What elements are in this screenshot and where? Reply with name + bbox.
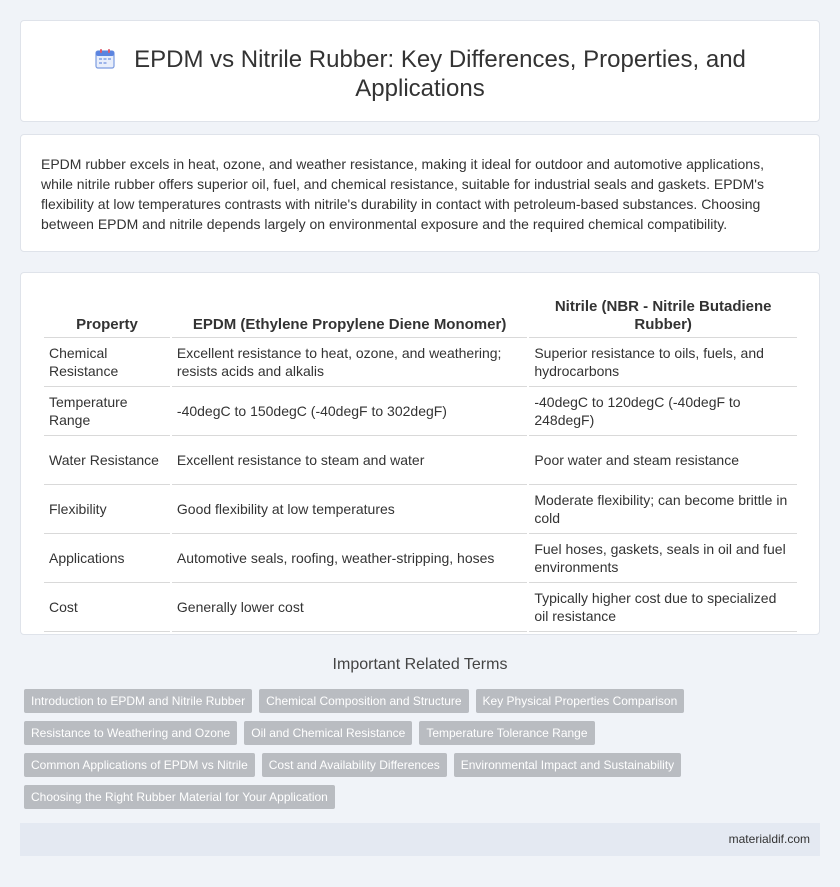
table-row [44, 338, 797, 387]
property-cell: Flexibility [44, 485, 170, 534]
related-terms-tags [24, 689, 804, 809]
epdm-cell: Generally lower cost [172, 583, 527, 632]
comparison-table [42, 294, 799, 632]
nitrile-cell: Superior resistance to oils, fuels, and hydrocarbons [529, 338, 797, 387]
table-row [44, 534, 797, 583]
related-terms-heading: Important Related Terms [332, 656, 508, 673]
related-term-tag[interactable]: Introduction to EPDM and Nitrile Rubber [24, 689, 252, 713]
table-row [44, 387, 797, 436]
nitrile-cell: Moderate flexibility; can become brittle in cold [529, 485, 797, 534]
nitrile-cell: Poor water and steam resistance [529, 436, 797, 485]
epdm-cell: Excellent resistance to steam and water [172, 436, 527, 485]
table-row [44, 436, 797, 485]
table-header-row [44, 294, 797, 338]
comparison-table-card [20, 272, 820, 635]
related-term-tag[interactable]: Common Applications of EPDM vs Nitrile [24, 753, 255, 777]
related-term-tag[interactable]: Key Physical Properties Comparison [476, 689, 685, 713]
nitrile-cell: Fuel hoses, gaskets, seals in oil and fuel environments [529, 534, 797, 583]
related-term-tag[interactable]: Resistance to Weathering and Ozone [24, 721, 237, 745]
property-cell: Water Resistance [44, 436, 170, 485]
column-header-epdm: EPDM (Ethylene Propylene Diene Monomer) [172, 294, 527, 338]
header-card [20, 20, 820, 122]
related-term-tag[interactable]: Choosing the Right Rubber Material for Your Application [24, 785, 335, 809]
epdm-cell: -40degC to 150degC (-40degF to 302degF) [172, 387, 527, 436]
footer-site-name[interactable]: materialdif.com [728, 832, 810, 846]
calendar-icon [94, 48, 116, 70]
property-cell: Cost [44, 583, 170, 632]
table-row [44, 485, 797, 534]
property-cell: Temperature Range [44, 387, 170, 436]
epdm-cell: Automotive seals, roofing, weather-stripping, hoses [172, 534, 527, 583]
epdm-cell: Good flexibility at low temperatures [172, 485, 527, 534]
table-row [44, 583, 797, 632]
nitrile-cell: Typically higher cost due to specialized oil resistance [529, 583, 797, 632]
property-cell: Chemical Resistance [44, 338, 170, 387]
page-title [70, 45, 770, 103]
property-cell: Applications [44, 534, 170, 583]
related-term-tag[interactable]: Cost and Availability Differences [262, 753, 447, 777]
related-term-tag[interactable]: Oil and Chemical Resistance [244, 721, 412, 745]
intro-card [20, 134, 820, 252]
intro-paragraph: EPDM rubber excels in heat, ozone, and weather resistance, making it ideal for outdoor and automotive applications, while nitrile rubber offers superior oil, fuel, and chemical resistance, suitable for industrial seals and gaskets. EPDM's flexibility at low temperatures contrasts with nitrile's durability in contact with petroleum-based substances. Choosing between EPDM and nitrile depends largely on environmental exposure and the required chemical compatibility. [41, 156, 764, 232]
nitrile-cell: -40degC to 120degC (-40degF to 248degF) [529, 387, 797, 436]
column-header-property: Property [44, 294, 170, 338]
related-term-tag[interactable]: Chemical Composition and Structure [259, 689, 468, 713]
related-term-tag[interactable]: Environmental Impact and Sustainability [454, 753, 681, 777]
footer [20, 823, 820, 856]
page-title-text: EPDM vs Nitrile Rubber: Key Differences, Properties, and Applications [134, 46, 746, 102]
related-term-tag[interactable]: Temperature Tolerance Range [419, 721, 594, 745]
column-header-nitrile: Nitrile (NBR - Nitrile Butadiene Rubber) [529, 294, 797, 338]
epdm-cell: Excellent resistance to heat, ozone, and weathering; resists acids and alkalis [172, 338, 527, 387]
